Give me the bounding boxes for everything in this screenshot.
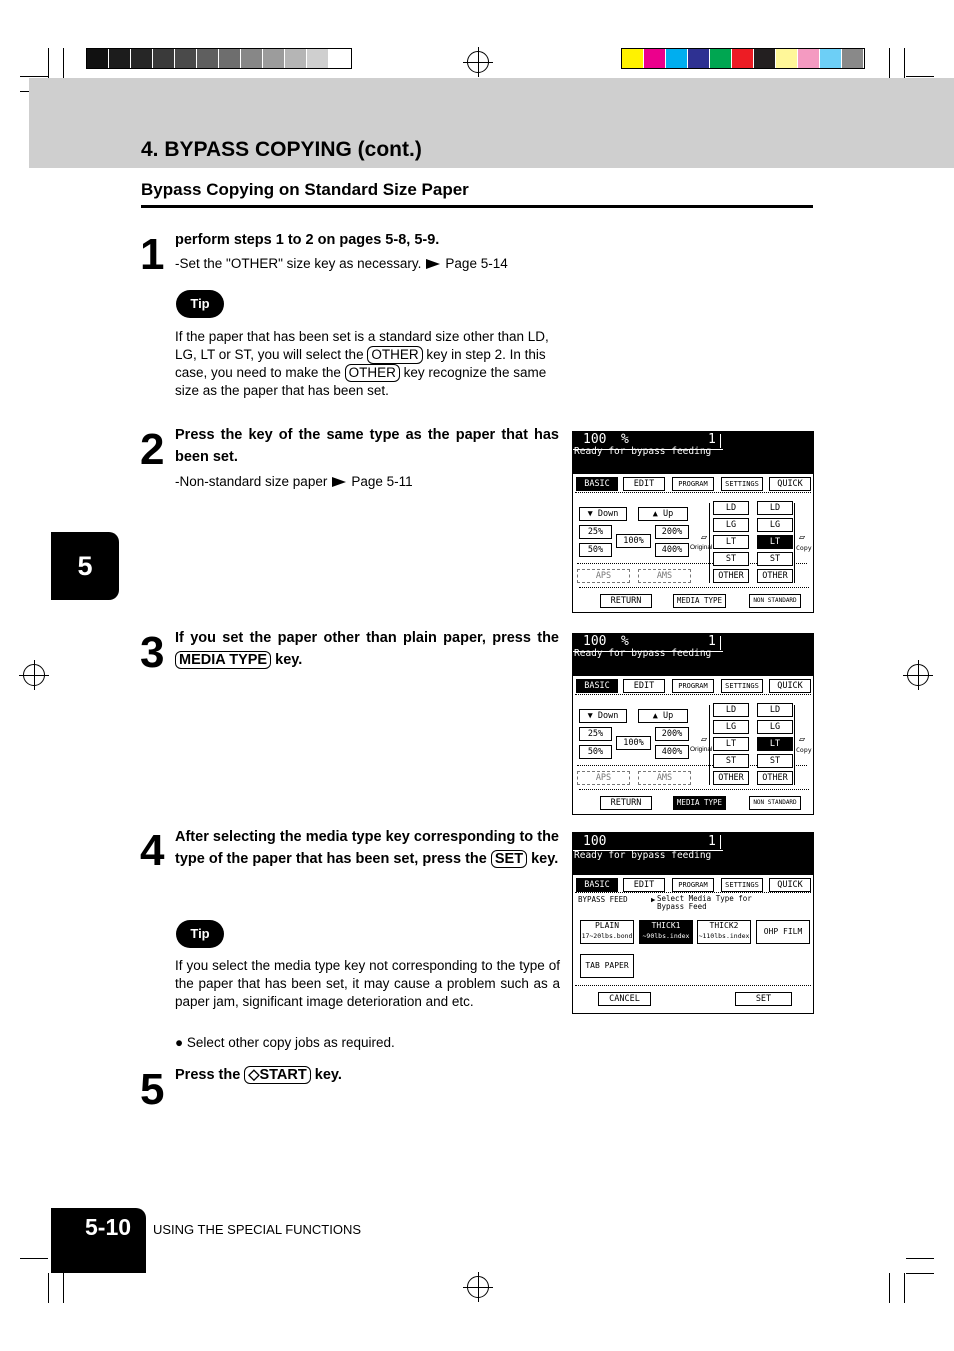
zoom-down-button[interactable] xyxy=(579,507,627,521)
zoom-value: 100 xyxy=(583,432,607,447)
heading-text: After selecting the media type key corresponding to the type of the paper that has been set, press the xyxy=(175,829,559,867)
color-swatch xyxy=(197,49,219,68)
other-key-label: OTHER xyxy=(367,346,422,364)
heading-text: key. xyxy=(275,652,303,668)
triangle-up-icon: ▲ xyxy=(652,509,658,519)
start-key-text: START xyxy=(259,1067,307,1083)
step-number: 4 xyxy=(140,826,164,875)
copy-size-lg-button[interactable]: LG xyxy=(757,518,793,532)
crop-mark xyxy=(48,1273,49,1303)
color-swatch xyxy=(666,49,688,68)
original-size-other-button[interactable]: OTHER xyxy=(713,569,749,583)
bypass-feed-label: BYPASS FEED xyxy=(578,895,628,904)
original-paper-icon: ▱ xyxy=(701,532,708,543)
zoom-value: 100 xyxy=(583,634,607,649)
step-heading xyxy=(175,627,559,671)
color-swatch xyxy=(175,49,197,68)
copy-size-other-button[interactable]: OTHER xyxy=(757,771,793,785)
tab-basic[interactable]: BASIC xyxy=(576,679,618,693)
footer-section: USING THE SPECIAL FUNCTIONS xyxy=(153,1222,362,1237)
color-swatch xyxy=(241,49,263,68)
color-swatch xyxy=(842,49,864,68)
up-label: Up xyxy=(663,711,674,721)
up-label: Up xyxy=(663,509,674,519)
tab-edit[interactable]: EDIT xyxy=(623,679,665,693)
prompt-text xyxy=(657,895,752,911)
original-size-st-button[interactable]: ST xyxy=(713,552,749,566)
zoom-50-button[interactable]: 50% xyxy=(579,745,612,759)
tip-badge: Tip xyxy=(176,920,224,948)
zoom-50-button[interactable]: 50% xyxy=(579,543,612,557)
zoom-25-button[interactable]: 25% xyxy=(579,525,612,539)
color-swatch xyxy=(109,49,131,68)
step-number: 5 xyxy=(140,1065,164,1114)
tip-text-part: key recognize the same size as the paper that has been set. xyxy=(175,365,547,398)
media-name: THICK2 xyxy=(709,921,739,930)
media-sub: ~110lbs.index xyxy=(698,932,750,940)
crop-mark xyxy=(20,76,48,77)
page-number: 5-10 xyxy=(51,1208,146,1273)
color-swatch xyxy=(285,49,307,68)
non-standard-button[interactable]: NON STANDARD xyxy=(749,594,801,608)
prompt-line: Bypass Feed xyxy=(657,902,707,911)
media-sub: 17~20lbs.bond xyxy=(581,932,633,940)
copies-value: 1 xyxy=(708,834,716,849)
tab-edit[interactable]: EDIT xyxy=(623,878,665,892)
step-heading: Press the key of the same type as the paper that has been set. xyxy=(175,427,559,465)
original-paper-icon: ▱ xyxy=(701,734,708,745)
tab-quick[interactable]: QUICK xyxy=(769,679,811,693)
arrow-right-icon xyxy=(332,477,346,487)
arrow-right-icon: ▶ xyxy=(651,895,656,904)
step-number: 1 xyxy=(140,230,164,279)
tab-program[interactable]: PROGRAM xyxy=(672,477,714,491)
triangle-down-icon: ▼ xyxy=(587,711,593,721)
color-swatch xyxy=(754,49,776,68)
color-swatch xyxy=(732,49,754,68)
original-size-st-button[interactable]: ST xyxy=(713,754,749,768)
panel-screen-step4 xyxy=(572,832,814,1014)
status-text: Ready for bypass feeding xyxy=(574,446,712,457)
copies-value: 1 xyxy=(708,432,716,447)
zoom-up-button[interactable] xyxy=(638,709,688,723)
zoom-200-button[interactable]: 200% xyxy=(655,525,689,539)
tip-badge: Tip xyxy=(176,290,224,318)
crop-mark xyxy=(906,1258,934,1259)
crop-mark xyxy=(889,1273,890,1303)
color-swatch xyxy=(798,49,820,68)
copy-size-lt-button[interactable]: LT xyxy=(757,737,793,751)
page-title: 4. BYPASS COPYING (cont.) xyxy=(141,138,422,161)
step-note xyxy=(175,255,508,273)
down-label: Down xyxy=(597,711,619,721)
crop-mark xyxy=(889,48,890,78)
color-swatch xyxy=(263,49,285,68)
color-swatch xyxy=(622,49,644,68)
note-text: -Non-standard size paper xyxy=(175,474,328,489)
step-number: 2 xyxy=(140,425,164,474)
start-key-label xyxy=(244,1066,310,1084)
step-note xyxy=(175,473,413,491)
step-heading: perform steps 1 to 2 on pages 5-8, 5-9. xyxy=(175,232,440,248)
registration-mark-right xyxy=(907,664,929,686)
page-ref: Page 5-14 xyxy=(445,256,508,271)
heading-text: If you set the paper other than plain paper, press the xyxy=(175,630,559,646)
down-label: Down xyxy=(597,509,619,519)
aps-button[interactable]: APS xyxy=(577,771,630,785)
media-plain-button[interactable] xyxy=(580,920,634,944)
copy-size-ld-button[interactable]: LD xyxy=(757,703,793,717)
copy-size-lg-button[interactable]: LG xyxy=(757,720,793,734)
set-key-label: SET xyxy=(491,850,527,868)
copy-size-lt-button[interactable]: LT xyxy=(757,535,793,549)
panel-screen-step2 xyxy=(572,431,814,613)
copy-label: Copy xyxy=(796,746,812,754)
prompt-line: Select Media Type for xyxy=(657,894,752,903)
non-standard-button[interactable]: NON STANDARD xyxy=(749,796,801,810)
copy-size-st-button[interactable]: ST xyxy=(757,552,793,566)
step-number: 3 xyxy=(140,628,164,677)
crop-mark xyxy=(63,1273,64,1303)
media-thick2-button[interactable] xyxy=(697,920,751,944)
heading-text: key. xyxy=(531,851,559,867)
registration-mark-top xyxy=(467,51,489,73)
other-key-label: OTHER xyxy=(345,364,400,382)
tab-paper-button[interactable]: TAB PAPER xyxy=(580,954,634,978)
color-swatch xyxy=(307,49,329,68)
tab-settings[interactable]: SETTINGS xyxy=(721,679,763,693)
registration-mark-bottom xyxy=(467,1276,489,1298)
crop-mark xyxy=(906,1273,934,1274)
start-diamond-icon: ◇ xyxy=(248,1067,260,1083)
color-swatch xyxy=(820,49,842,68)
media-type-key-label: MEDIA TYPE xyxy=(175,651,271,669)
chapter-tab: 5 xyxy=(51,532,119,600)
color-swatch xyxy=(153,49,175,68)
crop-mark xyxy=(904,48,905,78)
zoom-down-button[interactable] xyxy=(579,709,627,723)
zoom-100-button[interactable]: 100% xyxy=(616,736,651,750)
tab-quick[interactable]: QUICK xyxy=(769,477,811,491)
copy-size-ld-button[interactable]: LD xyxy=(757,501,793,515)
original-size-lg-button[interactable]: LG xyxy=(713,720,749,734)
media-type-button[interactable]: MEDIA TYPE xyxy=(673,594,726,608)
zoom-400-button[interactable]: 400% xyxy=(655,543,689,557)
heading-text: key. xyxy=(314,1067,342,1083)
status-text: Ready for bypass feeding xyxy=(574,850,712,861)
screen-header xyxy=(573,634,813,676)
arrow-right-icon xyxy=(426,259,440,269)
color-swatch xyxy=(131,49,153,68)
cancel-button[interactable]: CANCEL xyxy=(598,992,651,1006)
tab-edit[interactable]: EDIT xyxy=(623,477,665,491)
tip-text xyxy=(175,328,560,400)
set-button[interactable]: SET xyxy=(735,992,792,1006)
media-sub: ~90lbs.index xyxy=(642,932,690,940)
original-label: Original xyxy=(690,746,713,753)
color-swatch xyxy=(710,49,732,68)
media-type-button[interactable]: MEDIA TYPE xyxy=(673,796,726,810)
color-swatch xyxy=(776,49,798,68)
triangle-up-icon: ▲ xyxy=(652,711,658,721)
original-size-ld-button[interactable]: LD xyxy=(713,501,749,515)
percent-sign: % xyxy=(621,634,629,649)
zoom-25-button[interactable]: 25% xyxy=(579,727,612,741)
step-heading xyxy=(175,826,559,870)
ams-button[interactable]: AMS xyxy=(638,771,691,785)
media-name: PLAIN xyxy=(594,921,620,930)
media-ohp-button[interactable]: OHP FILM xyxy=(756,920,810,944)
copy-size-other-button[interactable]: OTHER xyxy=(757,569,793,583)
zoom-100-button[interactable]: 100% xyxy=(616,534,651,548)
crop-mark xyxy=(48,48,49,78)
tab-quick[interactable]: QUICK xyxy=(769,878,811,892)
color-bar xyxy=(621,48,865,69)
tab-program[interactable]: PROGRAM xyxy=(672,679,714,693)
original-size-ld-button[interactable]: LD xyxy=(713,703,749,717)
ams-button[interactable]: AMS xyxy=(638,569,691,583)
zoom-400-button[interactable]: 400% xyxy=(655,745,689,759)
triangle-down-icon: ▼ xyxy=(587,509,593,519)
zoom-200-button[interactable]: 200% xyxy=(655,727,689,741)
original-size-lt-button[interactable]: LT xyxy=(713,535,749,549)
copy-paper-icon: ▱ xyxy=(799,734,806,745)
section-title: Bypass Copying on Standard Size Paper xyxy=(141,180,469,199)
original-size-other-button[interactable]: OTHER xyxy=(713,771,749,785)
aps-button[interactable]: APS xyxy=(577,569,630,583)
page-ref: Page 5-11 xyxy=(351,474,413,489)
return-button[interactable]: RETURN xyxy=(600,796,652,810)
tip-text-part: key in step 2. In this case, you need to make the xyxy=(175,347,546,380)
crop-mark xyxy=(20,1258,48,1259)
tab-basic[interactable]: BASIC xyxy=(576,878,618,892)
registration-mark-left xyxy=(23,664,45,686)
original-label: Original xyxy=(690,544,713,551)
tip-text: If you select the media type key not corresponding to the type of the paper that has been set, it may cause a problem such as a paper jam, significant image deterioration and etc. xyxy=(175,958,560,1009)
color-swatch xyxy=(644,49,666,68)
original-size-lg-button[interactable]: LG xyxy=(713,518,749,532)
tab-settings[interactable]: SETTINGS xyxy=(721,477,763,491)
copy-size-st-button[interactable]: ST xyxy=(757,754,793,768)
color-swatch xyxy=(87,49,109,68)
copies-value: 1 xyxy=(708,634,716,649)
media-thick1-button[interactable] xyxy=(639,920,693,944)
heading-text: Press the xyxy=(175,1067,241,1083)
zoom-up-button[interactable] xyxy=(638,507,688,521)
step-heading xyxy=(175,1064,342,1086)
zoom-value: 100 xyxy=(583,834,607,849)
section-rule xyxy=(141,205,813,208)
panel-screen-step3 xyxy=(572,633,814,815)
status-text: Ready for bypass feeding xyxy=(574,648,712,659)
bullet-text: Select other copy jobs as required. xyxy=(186,1035,395,1050)
tab-settings[interactable]: SETTINGS xyxy=(721,878,763,892)
tip-text-part: If the paper that has been set is a standard size other than LD, LG, LT or ST, you will select the xyxy=(175,329,549,362)
grayscale-bar xyxy=(86,48,352,69)
tab-basic[interactable]: BASIC xyxy=(576,477,618,491)
crop-mark xyxy=(904,1273,905,1303)
crop-mark xyxy=(63,48,64,78)
tab-program[interactable]: PROGRAM xyxy=(672,878,714,892)
color-swatch xyxy=(219,49,241,68)
copy-paper-icon: ▱ xyxy=(799,532,806,543)
percent-sign: % xyxy=(621,432,629,447)
color-swatch xyxy=(329,49,351,68)
color-swatch xyxy=(688,49,710,68)
bullet-item xyxy=(175,1034,395,1052)
bullet-icon: ● xyxy=(175,1035,184,1050)
original-size-lt-button[interactable]: LT xyxy=(713,737,749,751)
media-name: THICK1 xyxy=(651,921,681,930)
screen-header xyxy=(573,432,813,474)
return-button[interactable]: RETURN xyxy=(600,594,652,608)
screen-header xyxy=(573,833,813,875)
copy-label: Copy xyxy=(796,544,812,552)
crop-mark xyxy=(906,76,934,77)
note-text: -Set the "OTHER" size key as necessary. xyxy=(175,256,422,271)
